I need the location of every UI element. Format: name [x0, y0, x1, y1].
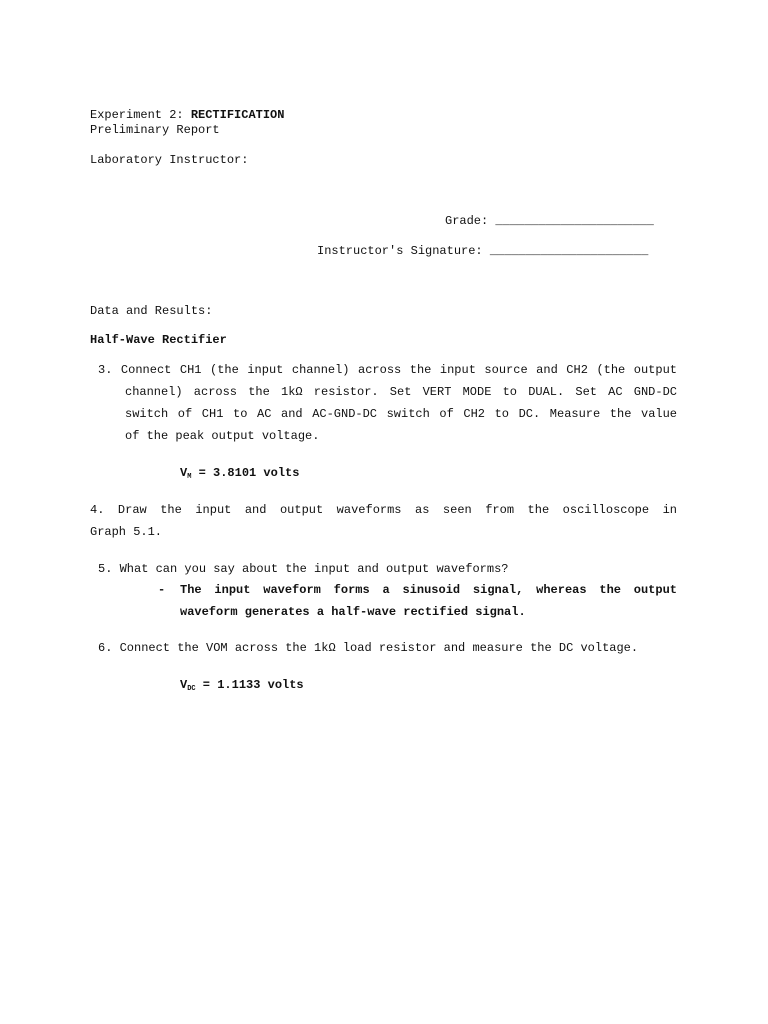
- signature-label: Instructor's Signature:: [317, 244, 483, 258]
- report-type: Preliminary Report: [90, 123, 220, 137]
- grade-line: [445, 213, 654, 229]
- item5-answer-line1: The input waveform forms a sinusoid signal, whereas the output: [180, 583, 677, 597]
- vm-symbol: V: [180, 466, 188, 480]
- item5-answer-line2: waveform generates a half-wave rectified signal.: [180, 605, 526, 619]
- signature-blank: ______________________: [489, 244, 649, 258]
- item5-dash: -: [158, 583, 166, 597]
- item4-line1: 4. Draw the input and output waveforms as seen from the oscilloscope in: [90, 503, 677, 517]
- vm-value: = 3.8101 volts: [191, 466, 300, 480]
- experiment-title: [90, 107, 284, 123]
- instructor-label: Laboratory Instructor:: [90, 153, 249, 167]
- item3-line2: channel) across the 1kΩ resistor. Set VERT MODE to DUAL. Set AC GND-DC: [125, 385, 677, 399]
- item3-line1: 3. Connect CH1 (the input channel) across the input source and CH2 (the output: [98, 363, 677, 377]
- vdc-value: = 1.1133 volts: [195, 678, 304, 692]
- half-wave-subheading: Half-Wave Rectifier: [90, 333, 227, 347]
- grade-blank: ______________________: [495, 214, 654, 228]
- item6-answer: [180, 677, 304, 693]
- item3-line4: of the peak output voltage.: [125, 429, 320, 443]
- data-results-heading: Data and Results:: [90, 304, 213, 318]
- item5-question: 5. What can you say about the input and output waveforms?: [98, 562, 509, 576]
- vm-subscript: M: [187, 473, 192, 481]
- experiment-prefix: Experiment 2:: [90, 108, 184, 122]
- item4-line2: Graph 5.1.: [90, 525, 163, 539]
- item6-question: 6. Connect the VOM across the 1kΩ load resistor and measure the DC voltage.: [98, 641, 639, 655]
- experiment-name: RECTIFICATION: [190, 108, 285, 122]
- vdc-symbol: V: [180, 678, 188, 692]
- item3-answer: [180, 465, 299, 481]
- item3-line3: switch of CH1 to AC and AC-GND-DC switch of CH2 to DC. Measure the value: [125, 407, 677, 421]
- grade-label: Grade:: [445, 214, 489, 228]
- signature-line: [317, 243, 648, 259]
- vdc-subscript: DC: [187, 685, 196, 693]
